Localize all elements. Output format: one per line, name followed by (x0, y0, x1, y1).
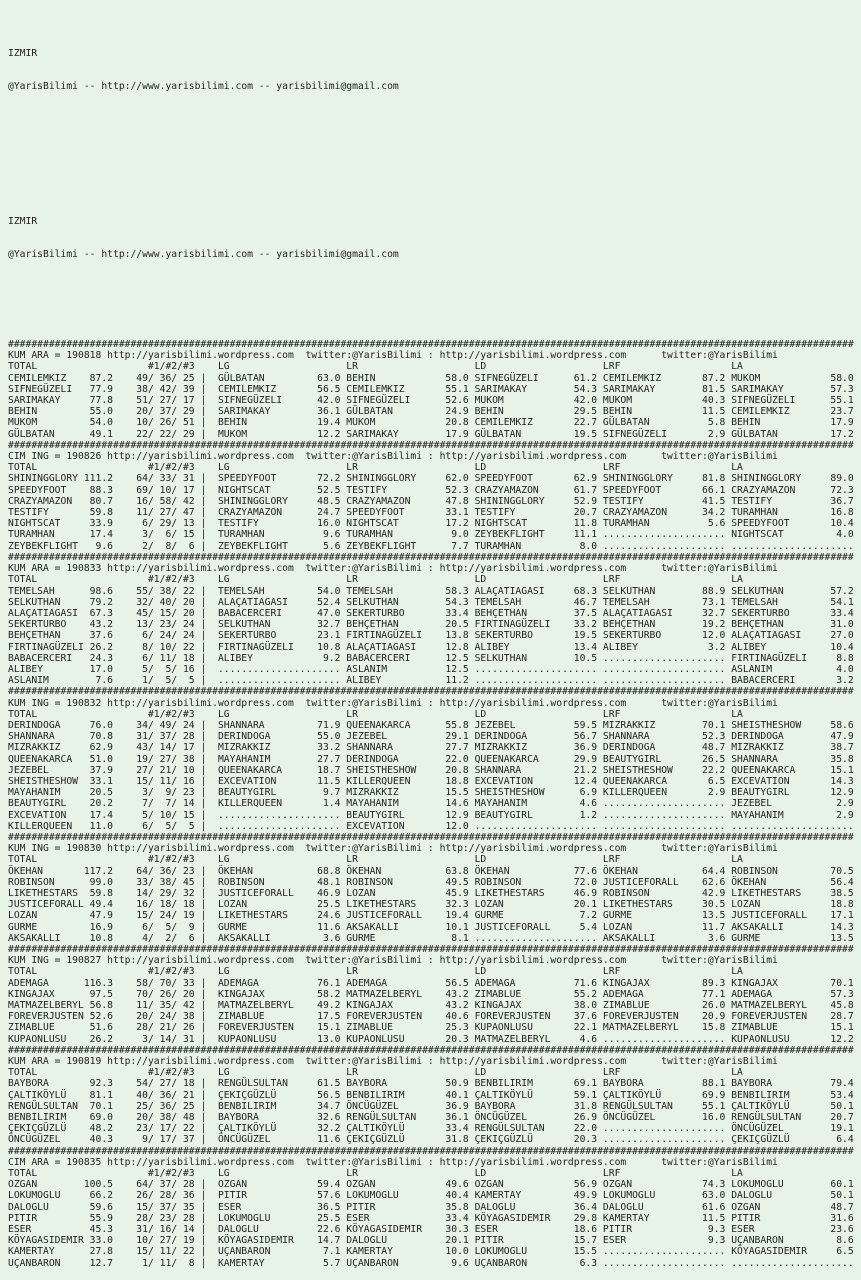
table-row: SIFNEGÜZELI 77.9 38/ 42/ 39 | CEMILEMKIZ 56.5 CEMILEMKIZ 55.1 SARIMAKAY 54.3 SARIMAKAY 81.5 SARIMAKAY 57.3 (8, 383, 854, 395)
column-header-line: TOTAL #1/#2/#3 LG LR LD LRF LA (8, 361, 743, 373)
table-row: ZIMABLUE 51.6 28/ 21/ 26 | FOREVERJUSTEN 15.1 ZIMABLUE 25.3 KUPAONLUSU 22.1 MATMAZELBERYL 15.8 ZIMABLUE 15.1 (8, 1022, 854, 1034)
table-row: KILLERQUEEN 11.0 6/ 5/ 5 | ..................... EXCEVATION 12.0 ..................... ..................... ..................... (8, 820, 854, 832)
table-row: TESTIFY 59.8 11/ 27/ 47 | CRAZYAMAZON 24.7 SPEEDYFOOT 33.1 TESTIFY 20.7 CRAZYAMAZON 34.2 TURAMHAN 16.8 (8, 507, 854, 519)
table-row: SPEEDYFOOT 88.3 69/ 10/ 17 | NIGHTSCAT 52.5 TESTIFY 52.3 CRAZYAMAZON 61.7 SPEEDYFOOT 66.1 CRAZYAMAZON 72.3 (8, 484, 854, 496)
table-row: GÜLBATAN 49.1 22/ 22/ 29 | MUKOM 12.2 SARIMAKAY 17.9 GÜLBATAN 19.5 SIFNEGÜZELI 2.9 GÜLBATAN 17.2 (8, 428, 854, 440)
table-row: BEHIN 55.0 20/ 37/ 29 | SARIMAKAY 36.1 GÜLBATAN 24.9 BEHIN 29.5 BEHIN 11.5 CEMILEMKIZ 23.7 (8, 406, 854, 418)
location-line: IZMIR (8, 215, 38, 227)
location-line: IZMIR (8, 47, 38, 59)
table-row: FIRTINAGÜZELI 26.2 8/ 10/ 22 | FIRTINAGÜZELI 10.8 ALAÇATIAGASI 12.8 ALIBEY 13.4 ALIBEY 3.2 ALIBEY 10.4 (8, 641, 854, 653)
table-row: ADEMAGA 116.3 58/ 70/ 33 | ADEMAGA 76.1 ADEMAGA 56.5 ADEMAGA 71.6 KINGAJAX 89.3 KINGAJAX 70.1 (8, 977, 854, 989)
table-row: CRAZYAMAZON 80.7 16/ 58/ 42 | SHININGGLORY 48.5 CRAZYAMAZON 47.8 SHININGGLORY 52.9 TESTIFY 41.5 TESTIFY 36.7 (8, 495, 854, 507)
table-row: FOREVERJUSTEN 52.6 20/ 24/ 38 | ZIMABLUE 17.5 FOREVERJUSTEN 40.6 FOREVERJUSTEN 37.6 FOREVERJUSTEN 20.9 FOREVERJUSTEN 28.7 (8, 1011, 854, 1023)
separator-line: ################################################################################################################################################# (8, 339, 854, 351)
column-header-line: TOTAL #1/#2/#3 LG LR LD LRF LA (8, 1067, 743, 1079)
separator-line: ################################################################################################################################################# (8, 551, 854, 563)
table-row: BAYBORA 92.3 54/ 27/ 18 | RENGÜLSULTAN 61.5 BAYBORA 50.9 BENBILIRIM 69.1 BAYBORA 88.1 BAYBORA 79.4 (8, 1078, 854, 1090)
table-row: MUKOM 54.0 10/ 26/ 51 | BEHIN 19.4 MUKOM 20.8 CEMILEMKIZ 22.7 GÜLBATAN 5.8 BEHIN 17.9 (8, 417, 854, 429)
table-row: UÇANBARON 12.7 1/ 11/ 8 | KAMERTAY 5.7 UÇANBARON 9.6 UÇANBARON 6.3 ..................... ..................... (8, 1257, 854, 1269)
table-row: TEMELSAH 98.6 55/ 38/ 22 | TEMELSAH 54.0 TEMELSAH 58.3 ALAÇATIAGASI 68.3 SELKUTHAN 88.9 SELKUTHAN 57.2 (8, 585, 854, 597)
table-row: SELKUTHAN 79.2 32/ 40/ 20 | ALAÇATIAGASI 52.4 SELKUTHAN 54.3 TEMELSAH 46.7 TEMELSAH 73.1 TEMELSAH 54.1 (8, 596, 854, 608)
table-row: ESER 45.3 31/ 16/ 14 | DALOGLU 22.6 KÖYAGASIDEMIR 30.3 ESER 18.6 PITIR 9.3 ESER 23.6 (8, 1224, 854, 1236)
blank-line (8, 182, 861, 193)
column-header-line: TOTAL #1/#2/#3 LG LR LD LRF LA (8, 966, 743, 978)
column-header-line: TOTAL #1/#2/#3 LG LR LD LRF LA (8, 574, 743, 586)
table-row: DERINDOGA 76.0 34/ 49/ 24 | SHANNARA 71.9 QUEENAKARCA 55.8 JEZEBEL 59.5 MIZRAKKIZ 70.1 SHEISTHESHOW 58.6 (8, 719, 854, 731)
table-title-line: KUM ING = 190832 http://yarisbilimi.wordpress.com twitter:@YarisBilimi : http://yarisbilimi.wordpress.com twitter:@YarisBilimi (8, 697, 778, 709)
table-row: MAYAHANIM 20.5 3/ 9/ 23 | BEAUTYGIRL 9.7 MIZRAKKIZ 15.5 SHEISTHESHOW 6.9 KILLERQUEEN 2.9 BEAUTYGIRL 12.9 (8, 787, 854, 799)
table-row: BABACERCERI 24.3 6/ 11/ 18 | ALIBEY 9.2 BABACERCERI 12.5 SELKUTHAN 10.5 ..................... FIRTINAGÜZELI 8.8 (8, 652, 854, 664)
table-row: OZGAN 100.5 64/ 37/ 28 | OZGAN 59.4 OZGAN 49.6 OZGAN 56.9 OZGAN 74.3 LOKUMOGLU 60.1 (8, 1179, 854, 1191)
table-row: TURAMHAN 17.4 3/ 6/ 15 | TURAMHAN 9.6 TURAMHAN 9.0 ZEYBEKFLIGHT 11.1 ..................... NIGHTSCAT 4.0 (8, 529, 854, 541)
table-row: SHANNARA 70.8 31/ 37/ 28 | DERINDOGA 55.0 JEZEBEL 29.1 DERINDOGA 56.7 SHANNARA 52.3 DERINDOGA 47.9 (8, 731, 854, 743)
table-title-line: CIM ARA = 190835 http://yarisbilimi.wordpress.com twitter:@YarisBilimi : http://yarisbilimi.wordpress.com twitter:@YarisBilimi (8, 1156, 778, 1168)
table-row: SHEISTHESHOW 33.1 15/ 11/ 16 | EXCEVATION 11.5 KILLERQUEEN 18.8 EXCEVATION 12.4 QUEENAKARCA 6.5 EXCEVATION 14.3 (8, 775, 854, 787)
table-row: SARIMAKAY 77.8 51/ 27/ 17 | SIFNEGÜZELI 42.0 SIFNEGÜZELI 52.6 MUKOM 42.0 MUKOM 40.3 SIFNEGÜZELI 55.1 (8, 395, 854, 407)
table-row: AKSAKALLI 10.8 4/ 2/ 6 | AKSAKALLI 3.6 GURME 8.1 ..................... AKSAKALLI 3.6 GURME 13.5 (8, 932, 854, 944)
separator-line: ################################################################################################################################################# (8, 944, 854, 955)
table-row: LIKETHESTARS 59.8 14/ 29/ 32 | JUSTICEFORALL 46.9 LOZAN 45.9 LIKETHESTARS 46.9 ROBINSON 42.9 LIKETHESTARS 38.5 (8, 887, 854, 899)
table-row: ÖKEHAN 117.2 64/ 36/ 23 | ÖKEHAN 68.8 ÖKEHAN 63.8 ÖKEHAN 77.6 ÖKEHAN 64.4 ROBINSON 70.5 (8, 865, 854, 877)
table-row: JEZEBEL 37.9 27/ 21/ 10 | QUEENAKARCA 18.7 SHEISTHESHOW 20.8 SHANNARA 21.2 SHEISTHESHOW 22.2 QUEENAKARCA 15.1 (8, 764, 854, 776)
table-row: GURME 16.9 6/ 5/ 9 | GURME 11.6 AKSAKALLI 10.1 JUSTICEFORALL 5.4 LOZAN 11.7 AKSAKALLI 14.3 (8, 921, 854, 933)
table-row: NIGHTSCAT 33.9 6/ 29/ 13 | TESTIFY 16.0 NIGHTSCAT 17.2 NIGHTSCAT 11.8 TURAMHAN 5.6 SPEEDYFOOT 10.4 (8, 518, 854, 530)
table-title-line: KUM ARA = 190818 http://yarisbilimi.wordpress.com twitter:@YarisBilimi : http://yarisbilimi.wordpress.com twitter:@YarisBilimi (8, 350, 778, 362)
table-row: ROBINSON 99.0 33/ 38/ 45 | ROBINSON 48.1 ROBINSON 49.5 ROBINSON 72.0 JUSTICEFORALL 62.6 ÖKEHAN 56.4 (8, 876, 854, 888)
table-row: MIZRAKKIZ 62.9 43/ 14/ 17 | MIZRAKKIZ 33.2 SHANNARA 27.7 MIZRAKKIZ 36.9 DERINDOGA 48.7 MIZRAKKIZ 38.7 (8, 742, 854, 754)
separator-line: ################################################################################################################################################# (8, 686, 854, 698)
table-row: SHININGGLORY 111.2 64/ 33/ 31 | SPEEDYFOOT 72.2 SHININGGLORY 62.0 SPEEDYFOOT 62.9 SHININGGLORY 81.8 SHININGGLORY 89.0 (8, 473, 854, 485)
table-row: JUSTICEFORALL 49.4 16/ 18/ 18 | LOZAN 25.5 LIKETHESTARS 32.3 LOZAN 20.1 LIKETHESTARS 30.5 LOZAN 18.8 (8, 899, 854, 911)
report-preamble (8, 25, 861, 316)
column-header-line: TOTAL #1/#2/#3 LG LR LD LRF LA (8, 462, 743, 474)
table-row: ÖNCÜGÜZEL 40.3 9/ 17/ 37 | ÖNCÜGÜZEL 11.6 ÇEKIÇGÜZLÜ 31.8 ÇEKIÇGÜZLÜ 20.3 ..................... ÇEKIÇGÜZLÜ 6.4 (8, 1134, 854, 1146)
table-row: SEKERTURBO 43.2 13/ 23/ 24 | SELKUTHAN 32.7 BEHÇETHAN 20.5 FIRTINAGÜZELI 33.2 BEHÇETHAN 19.2 BEHÇETHAN 31.0 (8, 619, 854, 631)
table-title-line: CIM ING = 190826 http://yarisbilimi.wordpress.com twitter:@YarisBilimi : http://yarisbilimi.wordpress.com twitter:@YarisBilimi (8, 451, 778, 463)
table-row: KÖYAGASIDEMIR 33.0 10/ 27/ 19 | KÖYAGASIDEMIR 14.7 DALOGLU 20.1 PITIR 15.7 ESER 9.3 UÇANBARON 8.6 (8, 1235, 854, 1247)
byline-line: @YarisBilimi -- http://www.yarisbilimi.com -- yarisbilimi@gmail.com (8, 249, 399, 261)
table-row: KINGAJAX 97.5 70/ 26/ 20 | KINGAJAX 58.2 MATMAZELBERYL 43.2 ZIMABLUE 55.2 ADEMAGA 77.1 ADEMAGA 57.3 (8, 988, 854, 1000)
table-row: ÇEKIÇGÜZLÜ 48.2 23/ 17/ 22 | ÇALTIKÖYLÜ 32.2 ÇALTIKÖYLÜ 33.4 RENGÜLSULTAN 22.0 ..................... ÖNCÜGÜZEL 19.1 (8, 1123, 854, 1135)
table-row: BEHÇETHAN 37.6 6/ 24/ 24 | SEKERTURBO 23.1 FIRTINAGÜZELI 13.8 SEKERTURBO 19.5 SEKERTURBO 12.0 ALAÇATIAGASI 27.0 (8, 630, 854, 642)
stats-tables (8, 339, 861, 1269)
table-row: ALAÇATIAGASI 67.3 45/ 15/ 20 | BABACERCERI 47.0 SEKERTURBO 33.4 BEHÇETHAN 37.5 ALAÇATIAGASI 32.7 SEKERTURBO 33.4 (8, 607, 854, 619)
blank-line (8, 115, 861, 126)
table-row: PITIR 55.9 28/ 23/ 28 | LOKUMOGLU 25.5 ESER 33.4 KÖYAGASIDEMIR 29.8 KAMERTAY 11.5 PITIR 31.6 (8, 1212, 854, 1224)
table-row: BEAUTYGIRL 20.2 7/ 7/ 14 | KILLERQUEEN 1.4 MAYAHANIM 14.6 MAYAHANIM 4.6 ..................... JEZEBEL 2.9 (8, 798, 854, 810)
blank-line (8, 149, 861, 160)
table-row: LOKUMOGLU 66.2 26/ 28/ 36 | PITIR 57.6 LOKUMOGLU 40.4 KAMERTAY 49.9 LOKUMOGLU 63.0 DALOGLU 50.1 (8, 1190, 854, 1202)
column-header-line: TOTAL #1/#2/#3 LG LR LD LRF LA (8, 708, 743, 720)
table-row: QUEENAKARCA 51.0 19/ 27/ 38 | MAYAHANIM 27.7 DERINDOGA 22.0 QUEENAKARCA 29.9 BEAUTYGIRL 26.5 SHANNARA 35.8 (8, 753, 854, 765)
column-header-line: TOTAL #1/#2/#3 LG LR LD LRF LA (8, 854, 743, 866)
table-row: MATMAZELBERYL 56.8 11/ 35/ 42 | MATMAZELBERYL 49.2 KINGAJAX 43.2 KINGAJAX 38.0 ZIMABLUE 26.0 MATMAZELBERYL 45.8 (8, 1000, 854, 1012)
table-row: ASLANIM 7.6 1/ 5/ 5 | ..................... ALIBEY 11.2 ..................... ..................... BABACERCERI 3.2 (8, 675, 854, 687)
table-row: KAMERTAY 27.8 15/ 11/ 22 | UÇANBARON 7.1 KAMERTAY 10.0 LOKUMOGLU 15.5 ..................... KÖYAGASIDEMIR 6.5 (8, 1246, 854, 1258)
table-title-line: KUM ARA = 190833 http://yarisbilimi.wordpress.com twitter:@YarisBilimi : http://yarisbilimi.wordpress.com twitter:@YarisBilimi (8, 563, 778, 575)
column-header-line: TOTAL #1/#2/#3 LG LR LD LRF LA (8, 1168, 743, 1180)
table-row: KUPAONLUSU 26.2 3/ 14/ 31 | KUPAONLUSU 13.0 KUPAONLUSU 20.3 MATMAZELBERYL 4.6 ..................... KUPAONLUSU 12.2 (8, 1033, 854, 1045)
table-row: LOZAN 47.9 15/ 24/ 19 | LIKETHESTARS 24.6 JUSTICEFORALL 19.4 GURME 7.2 GURME 13.5 JUSTICEFORALL 17.1 (8, 910, 854, 922)
table-title-line: KUM ING = 190827 http://yarisbilimi.wordpress.com twitter:@YarisBilimi : http://yarisbilimi.wordpress.com twitter:@YarisBilimi (8, 955, 778, 967)
table-row: BENBILIRIM 69.0 20/ 38/ 48 | BAYBORA 32.6 RENGÜLSULTAN 36.1 ÖNCÜGÜZEL 26.9 ÖNCÜGÜZEL 16.0 RENGÜLSULTAN 20.7 (8, 1112, 854, 1124)
table-row: EXCEVATION 17.4 5/ 10/ 15 | ..................... BEAUTYGIRL 12.9 BEAUTYGIRL 1.2 ..................... MAYAHANIM 2.9 (8, 809, 854, 821)
table-row: RENGÜLSULTAN 70.1 25/ 36/ 25 | BENBILIRIM 34.7 ÖNCÜGÜZEL 36.9 BAYBORA 31.8 RENGÜLSULTAN 55.1 ÇALTIKÖYLÜ 50.1 (8, 1100, 854, 1112)
byline-line: @YarisBilimi -- http://www.yarisbilimi.com -- yarisbilimi@gmail.com (8, 81, 399, 93)
table-row: DALOGLU 59.6 15/ 37/ 35 | ESER 36.5 PITIR 35.8 DALOGLU 36.4 DALOGLU 61.6 OZGAN 48.7 (8, 1201, 854, 1213)
table-row: ÇALTIKÖYLÜ 81.1 40/ 36/ 21 | ÇEKIÇGÜZLÜ 56.5 BENBILIRIM 40.1 ÇALTIKÖYLÜ 59.1 ÇALTIKÖYLÜ 69.9 BENBILIRIM 53.4 (8, 1089, 854, 1101)
table-row: ALIBEY 17.0 5/ 5/ 16 | ..................... ASLANIM 12.5 ..................... ..................... ASLANIM 4.0 (8, 663, 854, 675)
table-title-line: KUM ARA = 190819 http://yarisbilimi.wordpress.com twitter:@YarisBilimi : http://yarisbilimi.wordpress.com twitter:@YarisBilimi (8, 1056, 778, 1068)
separator-line: ################################################################################################################################################# (8, 831, 854, 843)
blank-line (8, 283, 861, 294)
table-title-line: KUM ING = 190830 http://yarisbilimi.wordpress.com twitter:@YarisBilimi : http://yarisbilimi.wordpress.com twitter:@YarisBilimi (8, 843, 778, 855)
separator-line: ################################################################################################################################################# (8, 1145, 854, 1157)
separator-line: ################################################################################################################################################# (8, 1044, 854, 1056)
separator-line: ################################################################################################################################################# (8, 439, 854, 451)
table-row: ZEYBEKFLIGHT 9.6 2/ 8/ 6 | ZEYBEKFLIGHT 5.6 ZEYBEKFLIGHT 7.7 TURAMHAN 8.0 ..................... ..................... (8, 540, 854, 552)
table-row: CEMILEMKIZ 87.2 49/ 36/ 25 | GÜLBATAN 63.0 BEHIN 58.0 SIFNEGÜZELI 61.2 CEMILEMKIZ 87.2 MUKOM 58.0 (8, 372, 854, 384)
